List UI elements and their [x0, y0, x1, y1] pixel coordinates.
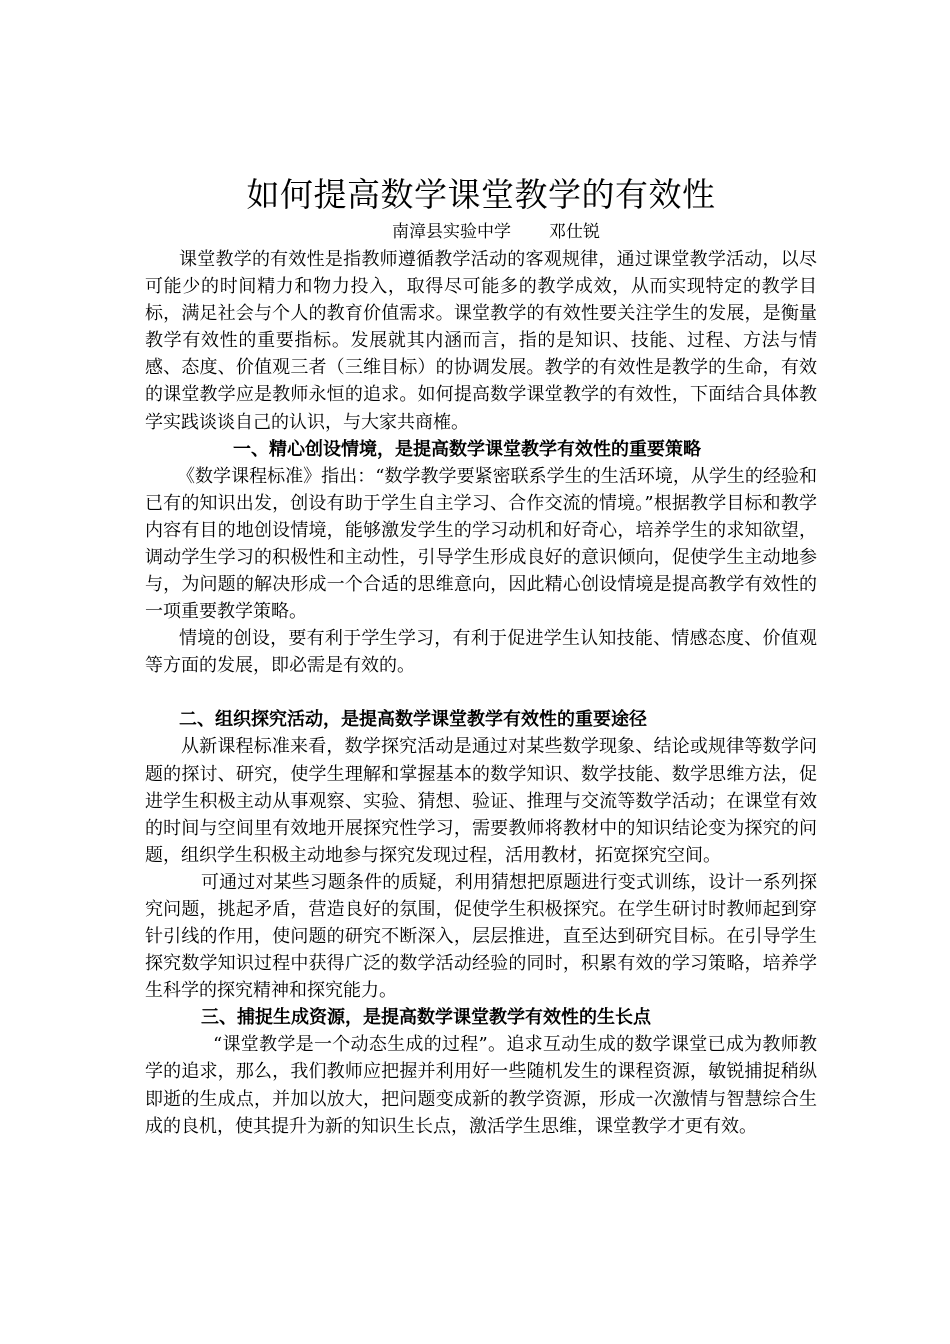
section-2-paragraph-2: 可通过对某些习题条件的质疑，利用猜想把原题进行变式训练，设计一系列探究问题，挑起矛盾，营造良好的氛围，促使学生积极探究。在学生研讨时教师起到穿针引线的作用，使问题的研究不断深入，层层推进，直至达到研究目标。在引导学生探究数学知识过程中获得广泛的数学活动经验的同时，积累有效的学习策略，培养学生科学的探究精神和探究能力。 [145, 871, 817, 1002]
section-1-paragraph-2: 情境的创设，要有利于学生学习，有利于促进学生认知技能、情感态度、价值观等方面的发展，即必需是有效的。 [145, 628, 817, 677]
section-heading-3: 三、捕捉生成资源，是提高数学课堂教学有效性的生长点 [201, 1007, 651, 1028]
section-3-paragraph-1: “课堂教学是一个动态生成的过程”。追求互动生成的数学课堂已成为教师教学的追求，那么，我们教师应把握并利用好一些随机发生的课程资源，敏锐捕捉稍纵即逝的生成点，并加以放大，把问题变成新的教学资源，形成一次激情与智慧综合生成的良机，使其提升为新的知识生长点，激活学生思维，课堂教学才更有效。 [145, 1034, 817, 1137]
section-heading-1: 一、精心创设情境，是提高数学课堂教学有效性的重要策略 [233, 438, 701, 459]
author-name: 邓仕锐 [549, 222, 600, 242]
blank-line [145, 679, 817, 706]
section-1-paragraph-1: 《数学课程标准》指出：“数学教学要紧密联系学生的生活环境，从学生的经验和已有的知识出发，创设有助于学生自主学习、合作交流的情境。”根据教学目标和教学内容有目的地创设情境，能够激发学生的学习动机和好奇心，培养学生的求知欲望，调动学生学习的积极性和主动性，引导学生形成良好的意识倾向，促使学生主动地参与，为问题的解决形成一个合适的思维意向，因此精心创设情境是提高教学有效性的一项重要教学策略。 [145, 465, 817, 623]
section-2-paragraph-1: 从新课程标准来看，数学探究活动是通过对某些数学现象、结论或规律等数学问题的探讨、研究，使学生理解和掌握基本的数学知识、数学技能、数学思维方法，促进学生积极主动从事观察、实验、猜想、验证、推理与交流等数学活动；在课堂有效的时间与空间里有效地开展探究性学习，需要教师将教材中的知识结论变为探究的问题，组织学生积极主动地参与探究发现过程，活用教材，拓宽探究空间。 [145, 736, 817, 866]
document-page [145, 172, 817, 1140]
section-heading-2: 二、组织探究活动，是提高数学课堂教学有效性的重要途径 [179, 709, 647, 730]
document-title: 如何提高数学课堂教学的有效性 [246, 176, 716, 213]
intro-paragraph: 课堂教学的有效性是指教师遵循教学活动的客观规律，通过课堂教学活动，以尽可能少的时间精力和物力投入，取得尽可能多的教学成效，从而实现特定的教学目标，满足社会与个人的教育价值需求。课堂教学的有效性要关注学生的发展，是衡量教学有效性的重要指标。发展就其内涵而言，指的是知识、技能、过程、方法与情感、态度、价值观三者（三维目标）的协调发展。教学的有效性是教学的生命，有效的课堂教学应是教师永恒的追求。如何提高数学课堂教学的有效性，下面结合具体教学实践谈谈自己的认识，与大家共商榷。 [145, 249, 817, 433]
author-school: 南漳县实验中学 [392, 222, 511, 242]
byline [145, 218, 817, 246]
